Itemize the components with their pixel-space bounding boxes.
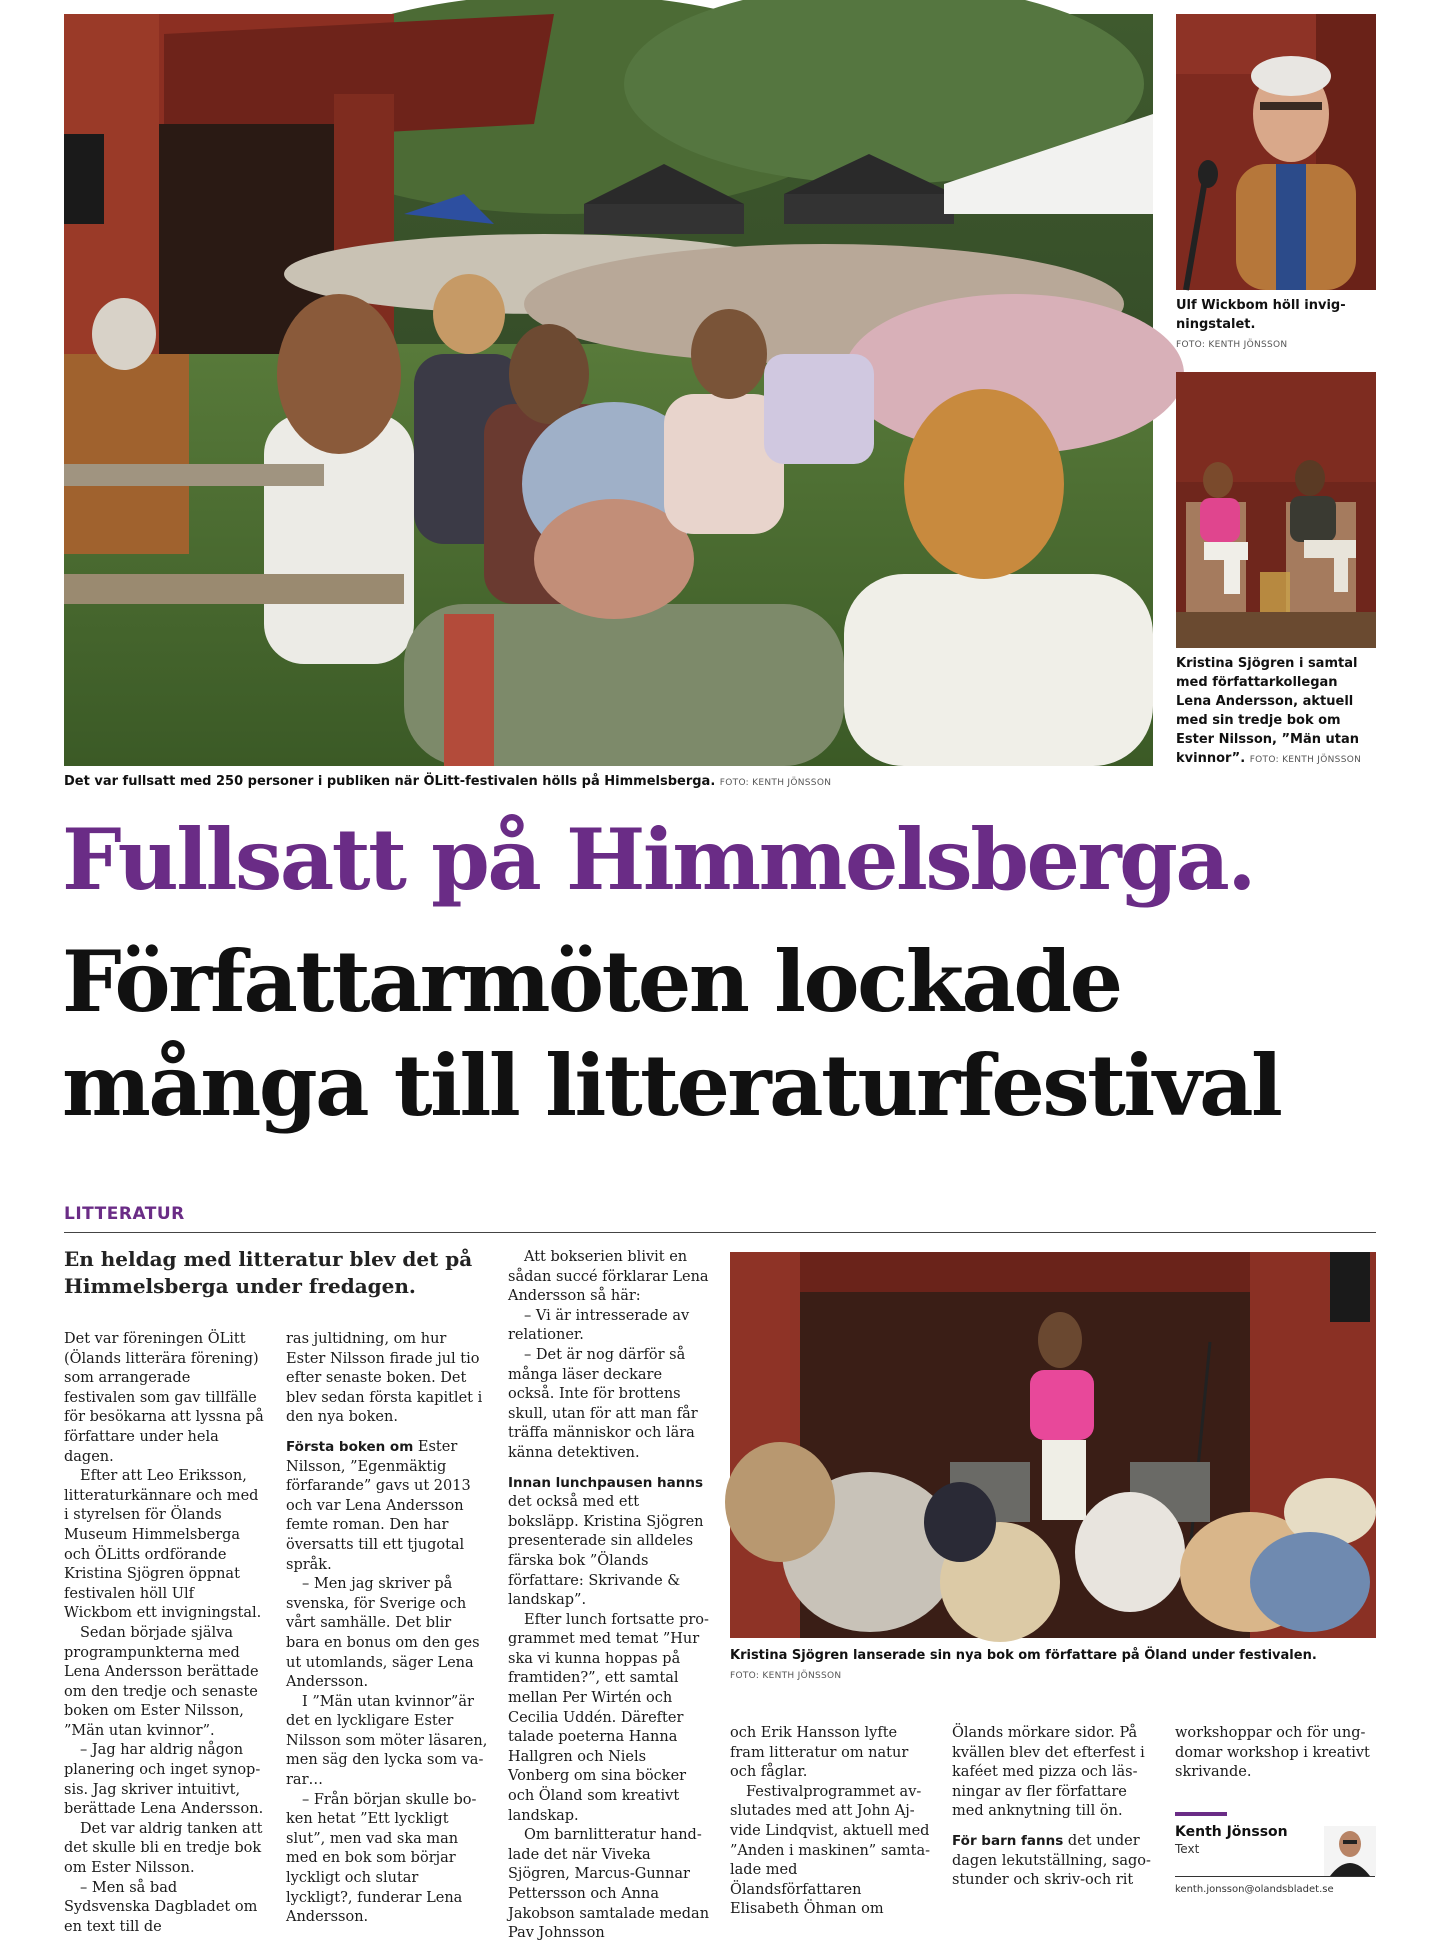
column-5 — [952, 1724, 1154, 1891]
conversation-photo — [1176, 372, 1376, 648]
section-label: LITTERATUR — [64, 1204, 185, 1224]
speaker-photo — [1176, 14, 1376, 290]
headline-purple: Fullsatt på Himmelsberga. — [62, 810, 1255, 909]
paragraph: Festivalprogrammet avslutades med att John Ajvide Lindqvist, aktuell med ”Anden i maskinen” samtalade med Ölandsförfattaren Elisabeth Öhman om — [730, 1783, 931, 1918]
column-6 — [1175, 1724, 1377, 1783]
paragraph: Efter att Leo Eriksson, litteraturkännare och med i styrelsen för Ölands Museum Himmelsberga och ÖLitts ordförande Kristina Sjögren öppnat festivalen höll Ulf Wickbom ett invigningstal. — [64, 1468, 262, 1622]
lower-caption-text: Kristina Sjögren lanserade sin nya bok om författare på Öland under festivalen. — [730, 1648, 1317, 1663]
headline-line-1: Författarmöten lockade — [62, 932, 1121, 1031]
lower-caption-credit: FOTO: KENTH JÖNSSON — [730, 1671, 842, 1681]
lead-in: Första boken om — [286, 1438, 414, 1455]
paragraph: Det var föreningen ÖLitt (Ölands litterära förening) som arrangerade festivalen som gav tillfälle för besökarna att lyssna på författare under hela dagen. — [64, 1331, 264, 1465]
conversation-caption — [1176, 654, 1376, 770]
main-caption-text: Det var fullsatt med 250 personer i publiken när ÖLitt-festivalen hölls på Himmelsberga. — [64, 774, 716, 789]
paragraph — [508, 1474, 710, 1611]
paragraph-text: Ester Nilsson, ”Egenmäktig förfarande” gavs ut 2013 och var Lena Andersson femte roman. Den har översatts till ett tjugotal språk. — [286, 1438, 471, 1573]
lead-in: För barn fanns — [952, 1832, 1064, 1849]
paragraph: Det var aldrig tanken att det skulle bli en tredje bok om Ester Nilsson. — [64, 1820, 263, 1877]
byline-email[interactable]: kenth.jonsson@olandsbladet.se — [1175, 1884, 1334, 1895]
speaker-caption — [1176, 296, 1376, 355]
paragraph: – Vi är intresserade av relationer. — [508, 1307, 690, 1344]
paragraph: I ”Män utan kvinnor”är det en lyckligare Ester Nilsson som möter läsaren, men säg den lycka som varar… — [286, 1693, 488, 1789]
paragraph: Efter lunch fortsatte programmet med temat ”Hur ska vi kunna hoppas på framtiden?”, ett samtal mellan Per Wirtén och Cecilia Uddén. Därefter talade poeterna Hanna Hallgren och Niels Vonberg om sina böcker och Öland som kreativt landskap. — [508, 1611, 709, 1824]
byline-rule — [1175, 1812, 1227, 1816]
headline-black — [62, 930, 1382, 1138]
lead-in: Innan lunchpausen hanns — [508, 1474, 703, 1491]
paragraph: – Men jag skriver på svenska, för Sverige och vårt samhälle. Det blir bara en bonus om den ges ut utomlands, säger Lena Andersson. — [286, 1576, 480, 1691]
speaker-caption-credit: FOTO: KENTH JÖNSSON — [1176, 340, 1288, 350]
paragraph: – Det är nog därför så många läser deckare också. Inte för brottens skull, utan för att man får träffa människor och lära känna detektiven. — [508, 1346, 698, 1461]
byline-divider — [1175, 1876, 1375, 1877]
lower-caption — [730, 1646, 1376, 1686]
section-rule — [64, 1232, 1376, 1233]
paragraph: – Men så bad Sydsvenska Dagbladet om en text till de — [64, 1879, 258, 1935]
author-avatar — [1324, 1826, 1376, 1876]
conversation-caption-credit: FOTO: KENTH JÖNSSON — [1249, 755, 1362, 765]
paragraph — [952, 1832, 1154, 1891]
paragraph: Att bokserien blivit en sådan succé förklarar Lena Andersson så här: — [508, 1249, 709, 1305]
speaker-caption-text: Ulf Wickbom höll invigningstalet. — [1176, 298, 1346, 332]
byline-role: Text — [1175, 1842, 1200, 1856]
column-3 — [508, 1248, 710, 1944]
column-4 — [730, 1724, 932, 1920]
paragraph: workshoppar och för ungdomar workshop i kreativt skrivande. — [1175, 1725, 1370, 1781]
paragraph: – Från början skulle boken hetat ”Ett lyckligt slut”, men vad ska man med en bok som börjar lyckligt och slutar lyckligt?, funderar Lena Andersson. — [286, 1791, 477, 1926]
paragraph — [286, 1438, 488, 1575]
main-photo — [64, 14, 1153, 766]
main-caption-credit: FOTO: KENTH JÖNSSON — [719, 778, 832, 788]
column-2 — [286, 1330, 488, 1928]
lower-photo — [730, 1252, 1376, 1638]
paragraph: och Erik Hansson lyfte fram litteratur om natur och fåglar. — [730, 1725, 909, 1781]
paragraph-text: det också med ett boksläpp. Kristina Sjögren presenterade sin alldeles färska bok ”Ölands författare: Skrivande & landskap”. — [508, 1494, 704, 1609]
column-1 — [64, 1330, 266, 1937]
conversation-caption-text: Kristina Sjögren i samtal med författarkollegan Lena Andersson, aktuell med sin tredje bok om Ester Nilsson, ”Män utan kvinnor”. — [1176, 656, 1360, 766]
main-photo-caption — [64, 772, 1164, 793]
ingress: En heldag med litteratur blev det på Himmelsberga under fredagen. — [64, 1247, 473, 1298]
headline-line-2: många till litteraturfestival — [62, 1036, 1281, 1135]
paragraph-text: det under dagen lekutställning, sagostunder och skriv-och rit — [952, 1832, 1151, 1889]
paragraph: Ölands mörkare sidor. På kvällen blev det efterfest i kaféet med pizza och läsningar av fler författare med anknytning till ön. — [952, 1725, 1145, 1820]
paragraph: Om barnlitteratur handlade det när Viveka Sjögren, Marcus-Gunnar Pettersson och Anna Jakobson samtalade medan Pav Johnsson — [508, 1827, 710, 1942]
byline-name: Kenth Jönsson — [1175, 1824, 1288, 1840]
paragraph: ras jultidning, om hur Ester Nilsson firade jul tio efter senaste boken. Det blev sedan första kapitlet i den nya boken. — [286, 1331, 483, 1426]
paragraph: – Jag har aldrig någon planering och inget synopsis. Jag skriver intuitivt, berättade Lena Andersson. — [64, 1742, 264, 1818]
paragraph: Sedan började själva programpunkterna med Lena Andersson berättade om den tredje och senaste boken om Ester Nilsson, ”Män utan kvinnor”. — [64, 1624, 259, 1739]
